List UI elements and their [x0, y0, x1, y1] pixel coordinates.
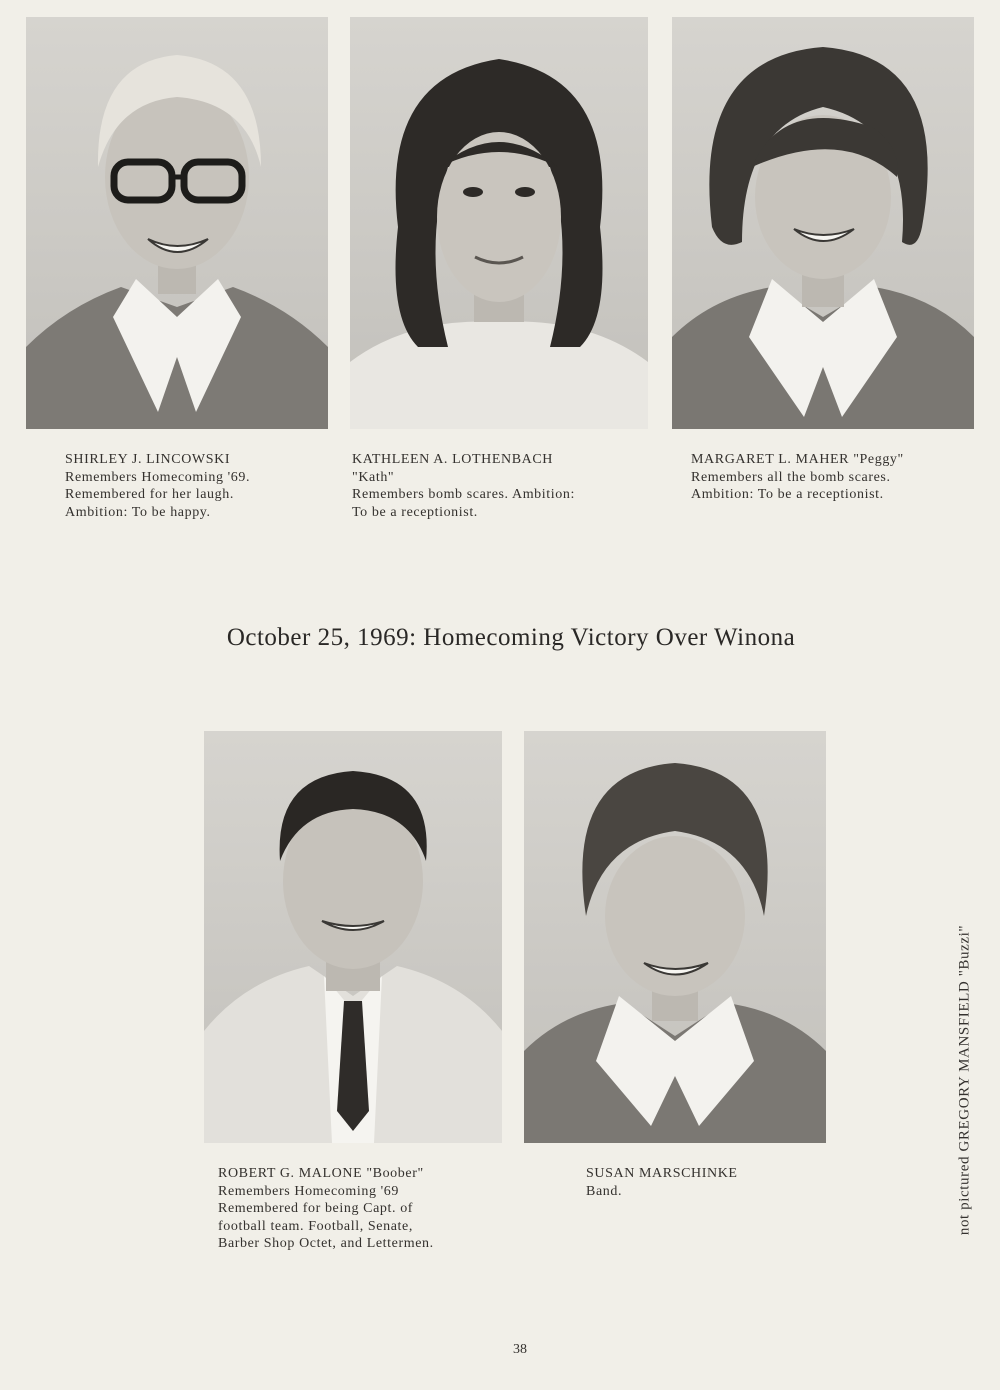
portrait-photo-kathleen-lothenbach	[350, 17, 648, 429]
caption-line: To be a receptionist.	[352, 504, 478, 520]
caption-susan-marschinke	[586, 1165, 738, 1200]
caption-line: Barber Shop Octet, and Lettermen.	[218, 1236, 434, 1251]
caption-line: Remembered for being Capt. of	[218, 1201, 414, 1216]
caption-line: Ambition: To be a receptionist.	[691, 487, 884, 502]
senior-name: MARGARET L. MAHER "Peggy"	[691, 452, 904, 467]
portrait-illustration	[524, 731, 826, 1143]
caption-line: Remembers bomb scares. Ambition:	[352, 487, 575, 502]
portrait-illustration	[672, 17, 974, 429]
caption-line: Remembers Homecoming '69.	[65, 469, 251, 485]
caption-shirley-lincowski	[65, 451, 250, 521]
caption-line: Band.	[586, 1183, 623, 1199]
senior-name: SHIRLEY J. LINCOWSKI	[65, 452, 231, 467]
not-pictured-note: not pictured GREGORY MANSFIELD "Buzzi"	[956, 924, 973, 1236]
caption-line: "Kath"	[352, 469, 395, 485]
caption-line: Ambition: To be happy.	[65, 504, 211, 520]
caption-line: Remembers all the bomb scares.	[691, 469, 891, 485]
caption-line: Remembered for her laugh.	[65, 487, 234, 502]
caption-margaret-maher	[691, 451, 904, 504]
portrait-photo-susan-marschinke	[524, 731, 826, 1143]
portrait-photo-shirley-lincowski	[26, 17, 328, 429]
senior-name: ROBERT G. MALONE "Boober"	[218, 1166, 424, 1181]
portrait-illustration	[350, 17, 648, 429]
page-headline: October 25, 1969: Homecoming Victory Over Winona	[226, 624, 796, 651]
caption-kathleen-lothenbach	[352, 451, 575, 521]
senior-name: KATHLEEN A. LOTHENBACH	[352, 452, 554, 467]
caption-line: Remembers Homecoming '69	[218, 1183, 399, 1199]
portrait-illustration	[26, 17, 328, 429]
portrait-illustration	[204, 731, 502, 1143]
portrait-photo-margaret-maher	[672, 17, 974, 429]
caption-line: football team. Football, Senate,	[218, 1218, 413, 1234]
senior-name: SUSAN MARSCHINKE	[586, 1166, 738, 1181]
caption-robert-malone	[218, 1165, 434, 1253]
portrait-photo-robert-malone	[204, 731, 502, 1143]
page-number: 38	[513, 1342, 527, 1357]
